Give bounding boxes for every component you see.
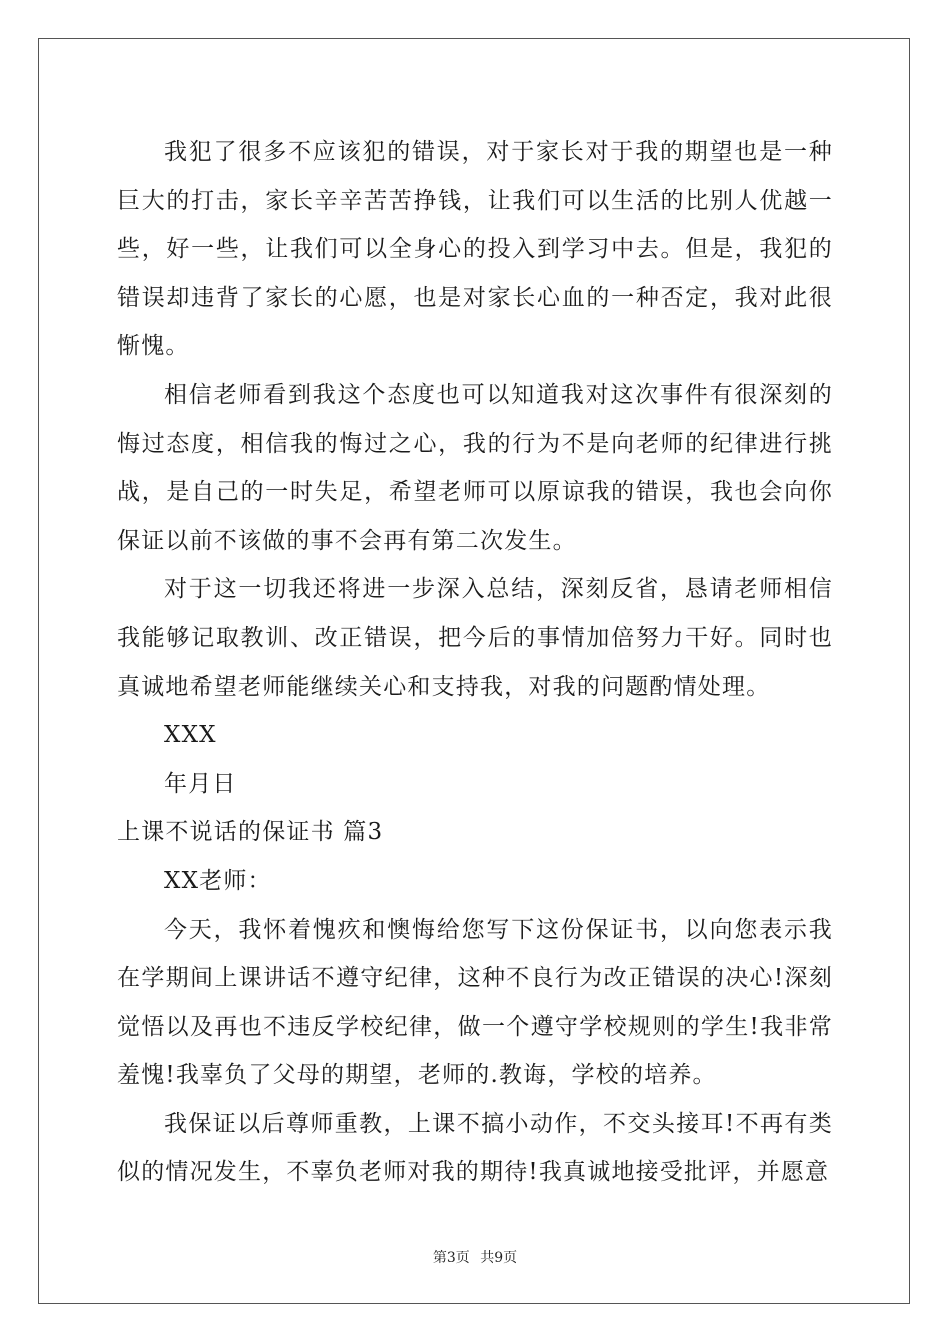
signature: XXX: [164, 722, 217, 749]
paragraph: 相信老师看到我这个态度也可以知道我对这次事件有很深刻的悔过态度，相信我的悔过之心，我的行为不是向老师的纪律进行挑战，是自己的一时失足，希望老师可以原谅我的错误，我也会向你保证以前不该做的事不会再有第二次发生。: [117, 381, 833, 554]
date-line: 年月日: [164, 770, 237, 797]
paragraph: 我保证以后尊师重教，上课不搞小动作，不交头接耳!不再有类似的情况发生，不辜负老师对我的期待!我真诚地接受批评，并愿意: [117, 1110, 833, 1186]
page-footer: [0, 1247, 950, 1267]
paragraph: 对于这一切我还将进一步深入总结，深刻反省，恳请老师相信我能够记取教训、改正错误，把今后的事情加倍努力干好。同时也真诚地希望老师能继续关心和支持我，对我的问题酌情处理。: [117, 576, 833, 700]
document-body: [117, 128, 833, 1197]
paragraph: 我犯了很多不应该犯的错误，对于家长对于我的期望也是一种巨大的打击，家长辛辛苦苦挣钱，让我们可以生活的比别人优越一些，好一些，让我们可以全身心的投入到学习中去。但是，我犯的错误却违背了家长的心愿，也是对家长心血的一种否定，我对此很惭愧。: [117, 139, 833, 360]
page-total: 共9页: [480, 1250, 518, 1266]
section-title: 上课不说话的保证书 篇3: [117, 819, 384, 846]
page-number: 第3页: [432, 1250, 470, 1266]
salutation: XX老师：: [164, 867, 272, 894]
paragraph: 今天，我怀着愧疚和懊悔给您写下这份保证书，以向您表示我在学期间上课讲话不遵守纪律，这种不良行为改正错误的决心!深刻觉悟以及再也不违反学校纪律，做一个遵守学校规则的学生!我非常羞愧!我辜负了父母的期望，老师的.教诲，学校的培养。: [117, 916, 833, 1089]
